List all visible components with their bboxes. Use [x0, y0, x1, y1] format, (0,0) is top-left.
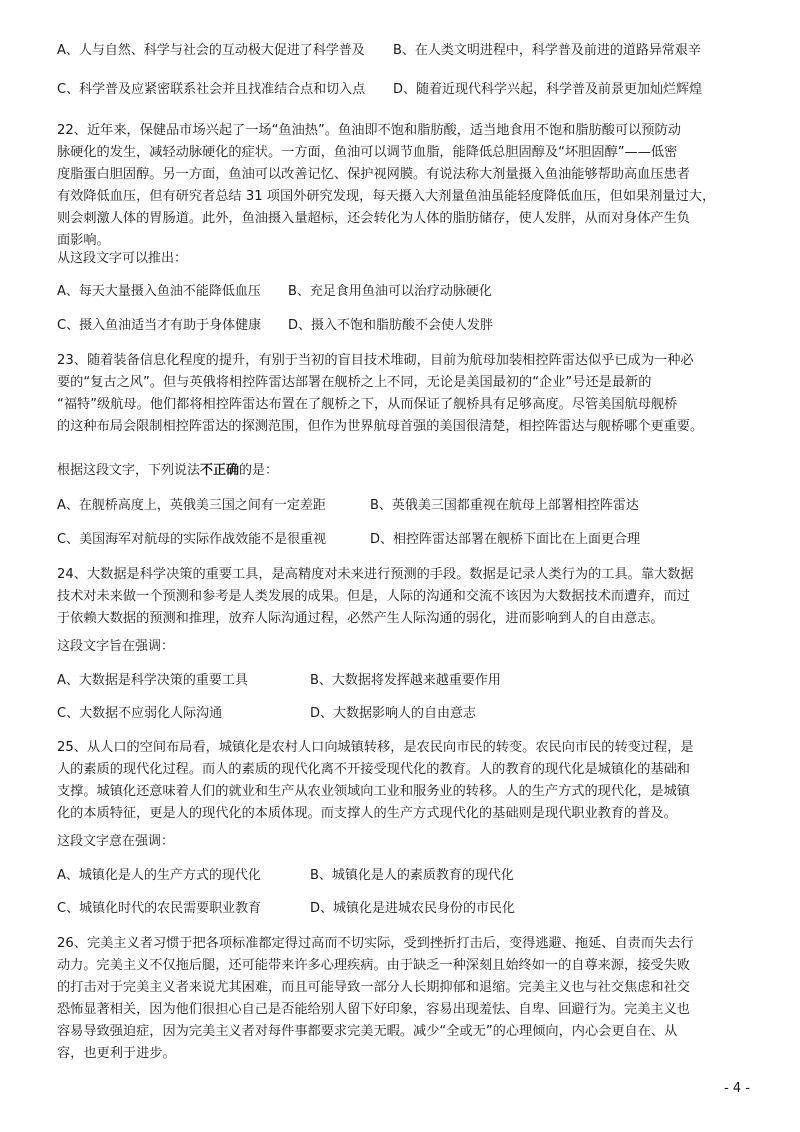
q23-option-b: B、英俄美三国都重视在航母上部署相控阵雷达 — [370, 498, 639, 513]
q25-line: 支撑。城镇化还意味着人们的就业和生产从农业领域向工业和服务业的转移。人的生产方式的现代化，是城镇 — [57, 784, 690, 799]
q26-line: 动力。完美主义不仅拖后腿，还可能带来许多心理疾病。由于缺乏一种深刻且始终如一的自尊来源，接受失败 — [57, 958, 690, 973]
q22-line: 有效降低血压，但有研究者总结 31 项国外研究发现，每天摄入大剂量鱼油虽能轻度降低血压，但如果剂量过大， — [57, 189, 716, 204]
q24-option-c: C、大数据不应弱化人际沟通 — [57, 706, 223, 721]
q22-line: 面影响。 — [57, 233, 110, 248]
q26-line: 的打击对于完美主义者来说尤其困难，而且可能导致一部分人长期抑郁和退缩。完美主义也与社交焦虑和社交 — [57, 980, 690, 995]
q25-option-c: C、城镇化时代的农民需要职业教育 — [57, 901, 262, 916]
q22-passage — [57, 120, 757, 252]
q22-option-b: B、充足食用鱼油可以治疗动脉硬化 — [288, 284, 492, 299]
q23-option-c: C、美国海军对航母的实际作战效能不是很重视 — [57, 532, 327, 547]
q24-line: 于依赖大数据的预测和推理，放弃人际沟通过程，必然产生人际沟通的弱化，进而影响到人的自由意志。 — [57, 611, 664, 626]
q25-passage — [57, 737, 757, 825]
q23-line: 要的“复古之风”。但与英俄将相控阵雷达部署在舰桥之上不同，无论是美国最初的“企业”号还是最新的 — [57, 375, 652, 390]
q23-option-d: D、相控阵雷达部署在舰桥下面比在上面更合理 — [370, 532, 641, 547]
q24-option-b: B、大数据将发挥越来越重要作用 — [310, 673, 501, 688]
q23-line: 的这种布局会限制相控阵雷达的探测范围，但作为世界航母首强的美国很清楚，相控阵雷达与舰桥哪个更重要。 — [57, 419, 704, 434]
q24-stem: 这段文字旨在强调： — [57, 639, 175, 654]
q24-line: 24、大数据是科学决策的重要工具，是高精度对未来进行预测的手段。数据是记录人类行为的工具。靠大数据 — [57, 567, 694, 582]
q23-stem — [57, 461, 278, 481]
q23-stem-suffix: 的是： — [239, 463, 279, 478]
q22-option-d: D、摄入不饱和脂肪酸不会使人发胖 — [288, 318, 494, 333]
q22-line: 脉硬化的发生，减轻动脉硬化的症状。一方面，鱼油可以调节血脂，能降低总胆固醇及“坏胆固醇”——低密 — [57, 145, 678, 160]
q23-line: 23、随着装备信息化程度的提升，有别于当初的盲目技术堆砌，目前为航母加装相控阵雷达似乎已成为一种必 — [57, 353, 694, 368]
q25-option-b: B、城镇化是人的素质教育的现代化 — [310, 868, 514, 883]
q26-line: 恐怖显著相关，因为他们很担心自己是否能给别人留下好印象，容易出现羞怯、自卑、回避行为。完美主义也 — [57, 1002, 690, 1017]
q23-stem-emphasis: 不正确 — [200, 463, 240, 478]
q22-line: 度脂蛋白胆固醇。另一方面，鱼油可以改善记忆、保护视网膜。有说法称大剂量摄入鱼油能够帮助高血压患者 — [57, 167, 690, 182]
q25-option-d: D、城镇化是进城农民身份的市民化 — [310, 901, 516, 916]
q26-line: 26、完美主义者习惯于把各项标准都定得过高而不切实际，受到挫折打击后，变得逃避、拖延、自责而失去行 — [57, 936, 694, 951]
q25-line: 人的素质的现代化过程。而人的素质的现代化离不开接受现代化的教育。人的教育的现代化是城镇化的基础和 — [57, 762, 690, 777]
q23-option-a: A、在舰桥高度上，英俄美三国之间有一定差距 — [57, 498, 326, 513]
q25-line: 化的本质特征，更是人的现代化的本质体现。而支撑人的生产方式现代化的基础则是现代职业教育的普及。 — [57, 806, 677, 821]
q26-line: 容易导致强迫症，因为完美主义者对每件事都要求完美无暇。减少“全或无”的心理倾向，内心会更自在、从 — [57, 1024, 678, 1039]
q21-option-b: B、在人类文明进程中，科学普及前进的道路异常艰辛 — [393, 43, 701, 58]
q21-option-c: C、科学普及应紧密联系社会并且找准结合点和切入点 — [57, 82, 366, 97]
q22-option-c: C、摄入鱼油适当才有助于身体健康 — [57, 318, 262, 333]
q22-line: 22、近年来，保健品市场兴起了一场“鱼油热”。鱼油即不饱和脂肪酸，适当地食用不饱和脂肪酸可以预防动 — [57, 123, 681, 138]
q24-option-a: A、大数据是科学决策的重要工具 — [57, 673, 248, 688]
q25-stem: 这段文字意在强调： — [57, 834, 175, 849]
q21-option-d: D、随着近现代科学兴起，科学普及前景更加灿烂辉煌 — [393, 82, 703, 97]
q25-option-a: A、城镇化是人的生产方式的现代化 — [57, 868, 261, 883]
q25-line: 25、从人口的空间布局看，城镇化是农村人口向城镇转移，是农民向市民的转变。农民向市民的转变过程，是 — [57, 740, 694, 755]
q23-line: “福特”级航母。他们都将相控阵雷达布置在了舰桥之下，从而保证了舰桥具有足够高度。尽管美国航母舰桥 — [57, 397, 678, 412]
page-number: - 4 - — [724, 1081, 750, 1096]
q23-passage — [57, 350, 757, 438]
q24-option-d: D、大数据影响人的自由意志 — [310, 706, 477, 721]
q22-stem: 从这段文字可以推出： — [57, 251, 188, 266]
q26-passage — [57, 933, 757, 1065]
q23-stem-prefix: 根据这段文字，下列说法 — [57, 463, 201, 478]
q22-line: 则会刺激人体的胃肠道。此外，鱼油摄入量超标，还会转化为人体的脂肪储存，使人发胖，从而对身体产生负 — [57, 211, 690, 226]
q24-line: 技术对未来做一个预测和参考是人类发展的成果。但是，人际的沟通和交流不该因为大数据技术而遭弃，而过 — [57, 589, 690, 604]
q26-line: 容，也更利于进步。 — [57, 1046, 176, 1061]
q21-option-a: A、人与自然、科学与社会的互动极大促进了科学普及 — [57, 43, 365, 58]
q22-option-a: A、每天大量摄入鱼油不能降低血压 — [57, 284, 261, 299]
q24-passage — [57, 564, 757, 630]
